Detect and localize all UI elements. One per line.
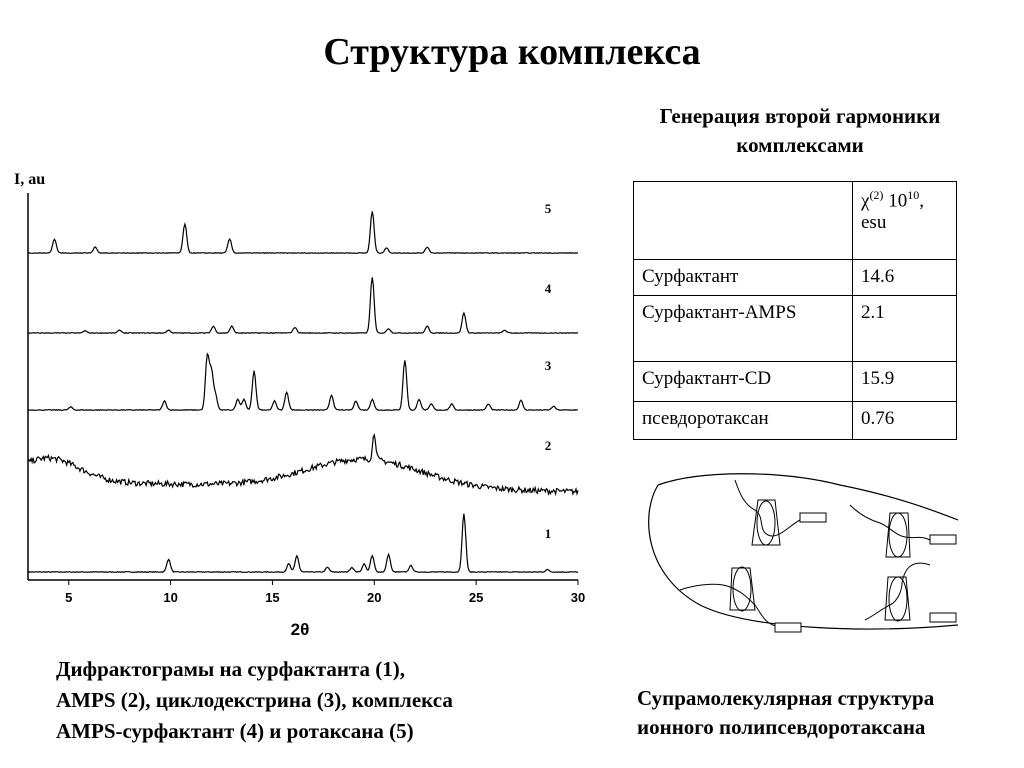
- surfactant-head: [930, 613, 956, 622]
- row-value: 2.1: [853, 296, 957, 362]
- x-tick-label: 15: [265, 590, 280, 605]
- series-line-4: [28, 277, 578, 333]
- chart-series-group: [28, 201, 578, 572]
- diagram-caption-line1: Супрамолекулярная структура: [637, 686, 935, 710]
- table-heading-line2: комплексами: [736, 133, 864, 157]
- cyclodextrin-ring: [886, 513, 910, 557]
- series-line-1: [28, 514, 578, 573]
- x-tick-label: 10: [163, 590, 178, 605]
- polymer-chain-bottom: [649, 485, 958, 629]
- table-row: [634, 402, 957, 440]
- series-label-3: 3: [544, 358, 552, 373]
- row-label: Сурфактант-CD: [634, 362, 853, 402]
- chi-exponent: 10: [907, 188, 920, 202]
- chain-segment: [865, 563, 930, 620]
- chain-segment: [735, 480, 800, 536]
- table-row: [634, 260, 957, 296]
- series-line-5: [28, 211, 578, 253]
- table-header-empty-cell: [634, 182, 853, 260]
- shg-table: [633, 181, 957, 440]
- slide-title: Структура комплекса: [323, 31, 701, 73]
- series-label-1: 1: [544, 526, 552, 541]
- surfactant-head: [800, 513, 826, 522]
- diagram-caption-line2: ионного полипсевдоротаксана: [637, 715, 926, 739]
- surfactant-head: [930, 535, 956, 544]
- row-value: 14.6: [853, 260, 957, 296]
- xrd-chart: [0, 160, 600, 650]
- chart-caption-line1: Дифрактограмы на сурфактанта (1),: [56, 657, 405, 681]
- chi-comma: ,: [919, 190, 924, 212]
- table-header-chi-cell: [853, 182, 957, 260]
- x-axis-label: 2θ: [290, 620, 310, 639]
- chart-caption: [56, 654, 576, 747]
- x-tick-label: 30: [570, 590, 586, 605]
- pseudorotaxane-diagram: [640, 465, 970, 645]
- chi-superscript: (2): [869, 188, 884, 202]
- row-value: 0.76: [853, 402, 957, 440]
- cyclodextrin-ring: [885, 577, 910, 621]
- diagram-caption: [637, 684, 1017, 742]
- series-line-2: [28, 435, 578, 494]
- table-row: [634, 296, 957, 362]
- table-heading-line1: Генерация второй гармоники: [659, 104, 941, 128]
- cyclodextrin-ring: [752, 500, 780, 545]
- x-tick-label: 5: [65, 590, 73, 605]
- series-line-3: [28, 354, 578, 411]
- chi-symbol: χ: [861, 190, 870, 212]
- series-label-2: 2: [544, 438, 552, 453]
- chart-caption-line3: AMPS-сурфактант (4) и ротаксана (5): [56, 719, 414, 743]
- row-label: псевдоротаксан: [634, 402, 853, 440]
- table-heading: [610, 102, 990, 160]
- table-row: [634, 362, 957, 402]
- series-label-5: 5: [544, 201, 552, 216]
- row-value: 15.9: [853, 362, 957, 402]
- row-label: Сурфактант: [634, 260, 853, 296]
- row-label: Сурфактант-AMPS: [634, 296, 853, 362]
- chart-axes: [28, 193, 585, 605]
- y-axis-label: I, au: [14, 171, 46, 188]
- chain-segment: [850, 505, 930, 540]
- table-header-row: [634, 182, 957, 260]
- x-tick-label: 25: [468, 590, 484, 605]
- x-tick-label: 20: [367, 590, 382, 605]
- series-label-4: 4: [544, 281, 552, 296]
- surfactant-head: [775, 623, 801, 632]
- chi-unit: esu: [861, 212, 887, 234]
- chart-caption-line2: AMPS (2), циклодекстрина (3), комплекса: [56, 688, 453, 712]
- chi-base: 10: [883, 190, 908, 212]
